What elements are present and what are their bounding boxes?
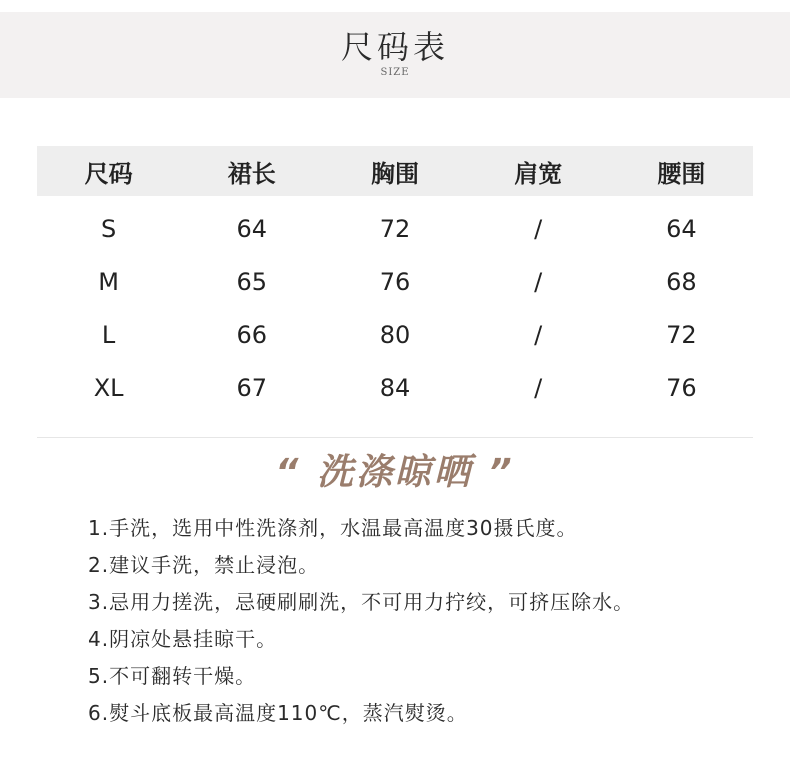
- table-cell: /: [534, 373, 543, 402]
- table-cell: 72: [379, 214, 411, 243]
- table-cell: 76: [666, 373, 697, 402]
- list-item: 3.忌用力搓洗，忌硬刷刷洗，不可用力拧绞，可挤压除水。: [88, 590, 635, 614]
- table-cell: M: [98, 267, 119, 296]
- list-item: 6.熨斗底板最高温度110℃，蒸汽熨烫。: [88, 701, 468, 725]
- size-table: [37, 146, 753, 438]
- table-cell: /: [534, 214, 543, 243]
- table-cell: /: [534, 320, 543, 349]
- table-cell: 84: [379, 373, 411, 402]
- table-row: [37, 361, 753, 414]
- column-header-size: 尺码: [84, 159, 133, 188]
- column-header-waist: 腰围: [657, 159, 706, 188]
- list-item: 1.手洗，选用中性洗涤剂，水温最高温度30摄氏度。: [88, 516, 578, 540]
- table-cell: 64: [236, 214, 268, 243]
- table-row: [37, 202, 753, 255]
- table-cell: XL: [93, 373, 124, 402]
- table-cell: 72: [666, 320, 697, 349]
- page-subtitle: SIZE: [380, 67, 410, 78]
- table-cell: 64: [666, 214, 697, 243]
- table-cell: 66: [236, 320, 268, 349]
- list-item: 4.阴凉处悬挂晾干。: [88, 627, 278, 651]
- table-cell: 80: [379, 320, 411, 349]
- care-section-title: “ 洗涤晾晒 ”: [275, 452, 515, 493]
- list-item: 2.建议手洗，禁止浸泡。: [88, 553, 320, 577]
- column-header-shoulder: 肩宽: [514, 159, 563, 188]
- table-cell: 76: [379, 267, 411, 296]
- table-header: [37, 146, 753, 196]
- table-row: [37, 308, 753, 361]
- list-item: 5.不可翻转干燥。: [88, 664, 257, 688]
- column-header-bust: 胸围: [371, 159, 419, 188]
- table-cell: /: [534, 267, 543, 296]
- care-instructions-list: [88, 510, 634, 732]
- table-cell: 68: [666, 267, 697, 296]
- table-cell: 65: [236, 267, 268, 296]
- table-row: [37, 255, 753, 308]
- table-cell: 67: [236, 373, 268, 402]
- table-cell: S: [100, 214, 117, 243]
- column-header-skirt-length: 裙长: [227, 159, 276, 188]
- table-cell: L: [101, 320, 116, 349]
- page-title: 尺码表: [340, 28, 449, 66]
